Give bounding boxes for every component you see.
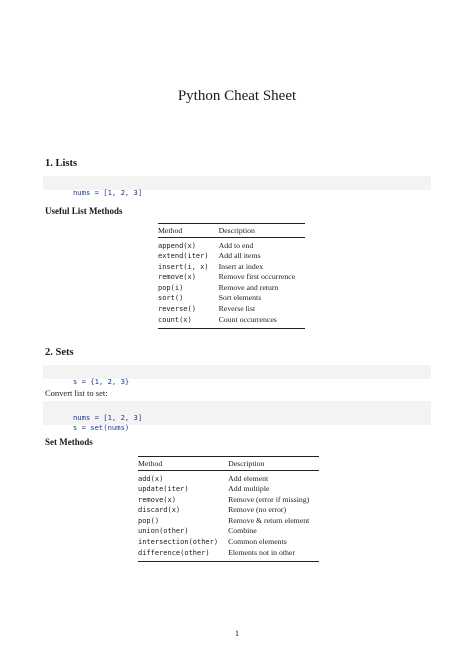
- table-row: [158, 241, 305, 252]
- description-cell: Insert at index: [218, 261, 264, 271]
- method-cell: difference(other): [138, 548, 210, 557]
- code-text: s = set(nums): [72, 423, 130, 432]
- description-cell: Add to end: [218, 240, 254, 250]
- code-text: nums = [1, 2, 3]: [72, 413, 143, 422]
- section-heading-lists: 1. Lists: [45, 158, 78, 169]
- method-cell: reverse(): [158, 305, 196, 314]
- table-row: [138, 495, 319, 506]
- description-cell: Add element: [228, 473, 269, 483]
- description-cell: Remove and return: [218, 282, 279, 292]
- table-row: [158, 262, 305, 273]
- method-cell: remove(x): [138, 495, 176, 504]
- method-cell: sort(): [158, 294, 184, 303]
- code-line: [47, 403, 427, 422]
- description-cell: Remove first occurrence: [218, 272, 296, 282]
- code-block-convert: [43, 401, 431, 432]
- table-row: [138, 516, 319, 527]
- table-row: [158, 272, 305, 283]
- table-row: [138, 548, 319, 559]
- description-cell: Remove (no error): [228, 505, 287, 515]
- table-row: [138, 505, 319, 516]
- column-header-description: Description: [219, 224, 306, 238]
- convert-paragraph: Convert list to set:: [45, 388, 108, 398]
- description-cell: Reverse list: [218, 304, 256, 314]
- section-heading-sets: 2. Sets: [45, 347, 74, 358]
- page-title: Python Cheat Sheet: [177, 88, 297, 104]
- page-number: 1: [234, 628, 240, 638]
- description-cell: Add all items: [218, 251, 261, 261]
- description-cell: Remove (error if missing): [228, 494, 310, 504]
- method-cell: count(x): [158, 315, 192, 324]
- list-methods-table: [158, 223, 305, 329]
- method-cell: update(iter): [138, 485, 189, 494]
- subheading-set-methods: Set Methods: [45, 437, 93, 447]
- code-line: [47, 178, 427, 197]
- table-row: [138, 537, 319, 548]
- method-cell: remove(x): [158, 273, 196, 282]
- method-cell: discard(x): [138, 506, 181, 515]
- method-cell: append(x): [158, 241, 196, 250]
- code-block-sets: [43, 365, 431, 386]
- description-cell: Remove & return element: [228, 515, 310, 525]
- table-header-row: [138, 457, 319, 471]
- method-cell: pop(): [138, 516, 160, 525]
- table-row: [158, 315, 305, 326]
- code-text: s = {1, 2, 3}: [72, 377, 130, 386]
- table-row: [138, 484, 319, 495]
- method-cell: union(other): [138, 527, 189, 536]
- method-cell: intersection(other): [138, 538, 219, 547]
- set-methods-table: [138, 456, 319, 562]
- table-row: [158, 304, 305, 315]
- code-line: [47, 367, 427, 386]
- description-cell: Elements not in other: [228, 547, 295, 557]
- description-cell: Add multiple: [228, 484, 270, 494]
- description-cell: Count occurrences: [218, 314, 277, 324]
- code-block-lists: [43, 176, 431, 197]
- column-header-method: Method: [138, 457, 228, 471]
- table-row: [158, 283, 305, 294]
- method-cell: insert(i, x): [158, 262, 209, 271]
- description-cell: Common elements: [228, 537, 287, 547]
- column-header-method: Method: [158, 224, 219, 238]
- description-cell: Combine: [228, 526, 257, 536]
- table-row: [138, 526, 319, 537]
- method-cell: extend(iter): [158, 252, 209, 261]
- code-text: nums = [1, 2, 3]: [72, 188, 143, 197]
- method-cell: pop(i): [158, 283, 184, 292]
- table-header-row: [158, 224, 305, 238]
- description-cell: Sort elements: [218, 293, 262, 303]
- method-cell: add(x): [138, 474, 164, 483]
- table-row: [158, 293, 305, 304]
- subheading-list-methods: Useful List Methods: [45, 206, 123, 216]
- table-row: [158, 251, 305, 262]
- table-row: [138, 474, 319, 485]
- column-header-description: Description: [228, 457, 319, 471]
